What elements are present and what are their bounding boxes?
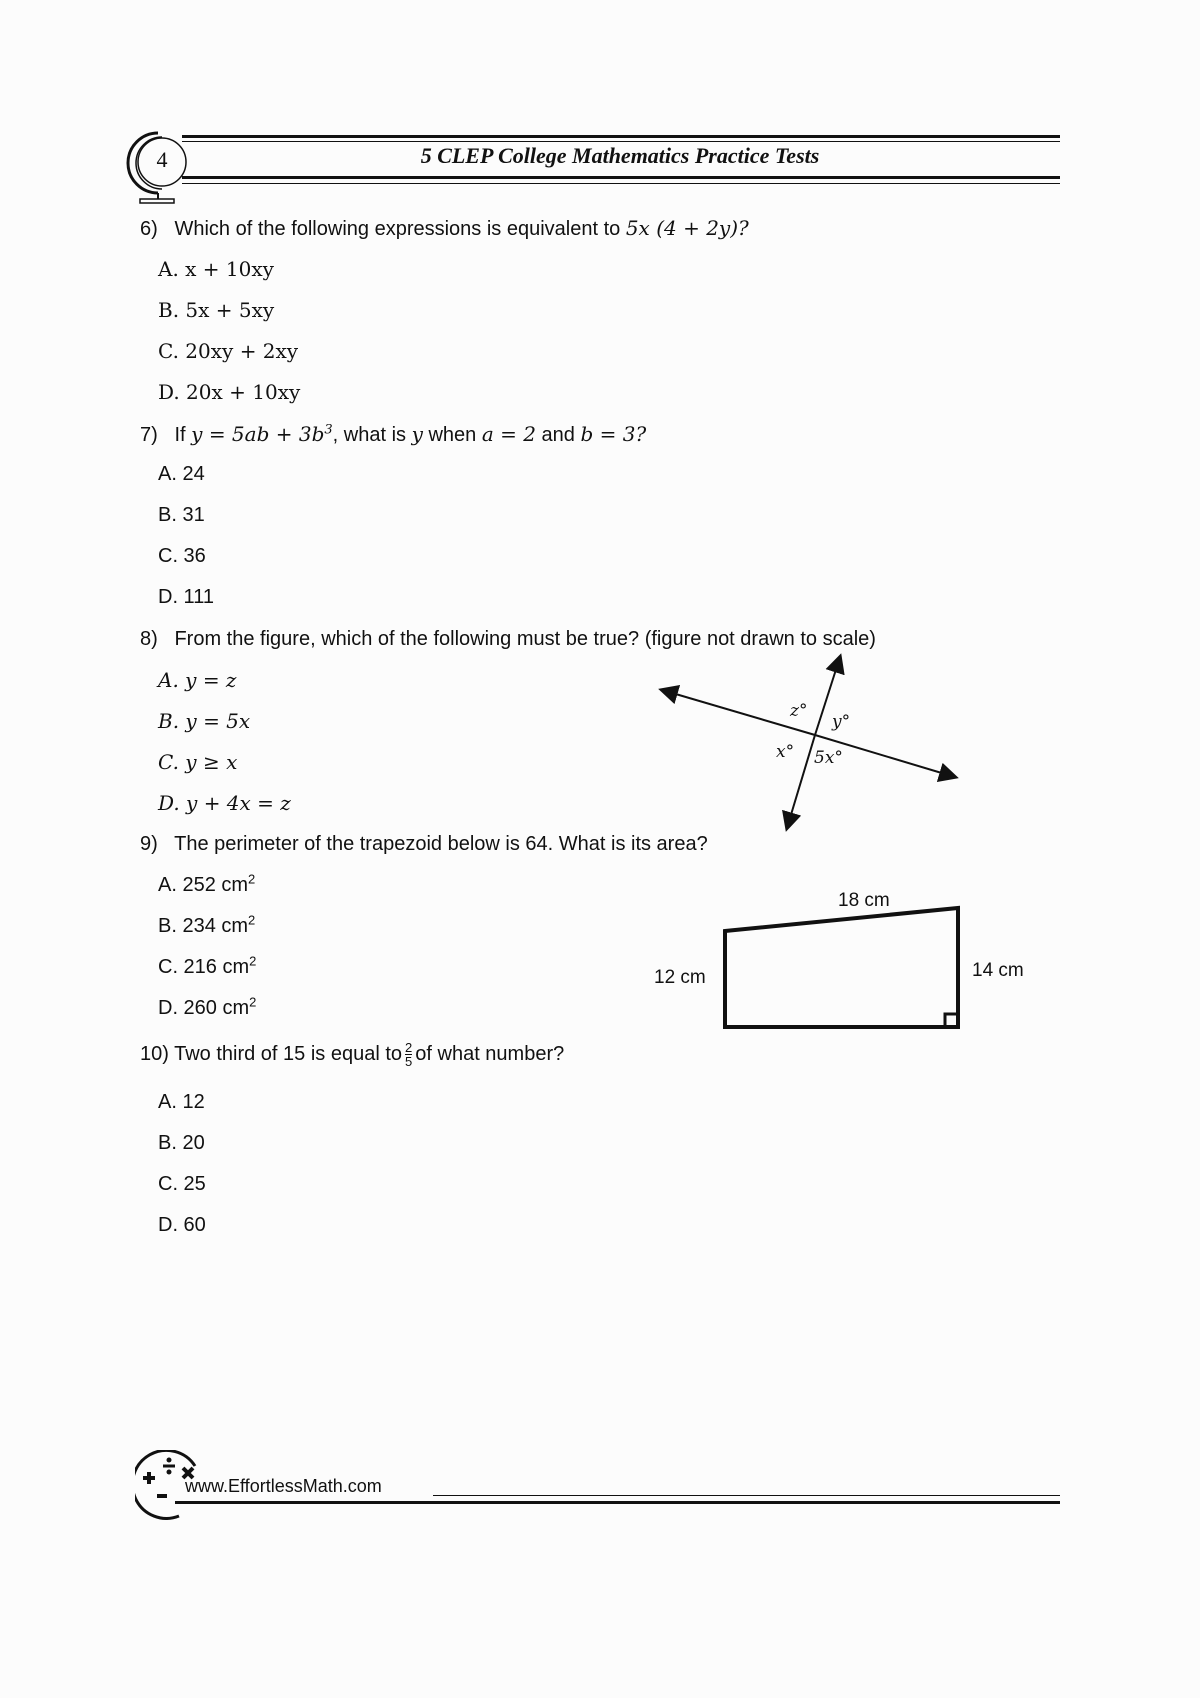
question-number: 6) — [140, 218, 158, 240]
option-d[interactable]: D. 260 $cm^2$ — [158, 994, 257, 1019]
question-9 — [140, 832, 708, 856]
option-a[interactable]: A. 12 — [158, 1091, 205, 1113]
trapezoid-left-label: 12 cm — [654, 967, 706, 988]
option-b[interactable]: B. 234 $cm^2$ — [158, 912, 256, 937]
header-rule-top-thin — [182, 141, 1060, 142]
question-prompt-post: of what number? — [415, 1042, 565, 1065]
question-math: 5x (4 + 2y)? — [625, 216, 749, 240]
angle-label-5x: 5x° — [814, 748, 843, 768]
option-a[interactable]: A. x + 10xy — [158, 257, 274, 281]
page-header — [120, 125, 1060, 205]
angle-label-z: z° — [790, 701, 808, 721]
option-d[interactable]: D. 60 — [158, 1214, 206, 1236]
question-prompt: The perimeter of the trapezoid below is 64. What is its area? — [174, 833, 708, 855]
option-c[interactable]: C. 36 — [158, 545, 206, 567]
trapezoid-top-label: 18 cm — [838, 890, 890, 911]
question-number: 10) — [140, 1042, 169, 1065]
header-rule-bottom — [182, 176, 1060, 179]
option-a[interactable]: A. y = z — [158, 668, 237, 692]
website-link[interactable]: www.EffortlessMath.com — [185, 1476, 382, 1496]
question-prompt-if: If — [174, 424, 186, 446]
question-number: 8) — [140, 628, 158, 650]
option-c[interactable]: C. 216 $cm^2$ — [158, 953, 257, 978]
question-prompt: Which of the following expressions is equivalent to — [174, 218, 621, 240]
option-d[interactable]: D. 20x + 10xy — [158, 380, 301, 404]
angle-label-y: y° — [832, 712, 851, 732]
option-b[interactable]: B. 5x + 5xy — [158, 298, 275, 322]
trapezoid-right-label: 14 cm — [972, 960, 1024, 981]
question-prompt-mid: , what is — [332, 424, 407, 446]
option-c[interactable]: C. 20xy + 2xy — [158, 339, 299, 363]
option-b[interactable]: B. 20 — [158, 1132, 205, 1154]
option-b[interactable]: B. y = 5x — [158, 709, 251, 733]
question-6 — [140, 216, 749, 241]
question-prompt-when: when — [428, 424, 477, 446]
question-number: 9) — [140, 833, 158, 855]
book-title: 5 CLEP College Mathematics Practice Tests — [420, 143, 820, 168]
header-rule-top — [182, 135, 1060, 138]
header-rule-bottom-thin — [182, 183, 1060, 184]
page-footer — [135, 1450, 1060, 1520]
question-7 — [140, 422, 646, 447]
question-b-value: b = 3? — [580, 422, 647, 446]
question-variable: y — [411, 422, 423, 446]
fraction: $\frac{2}{5}$ — [405, 1040, 413, 1069]
question-a-value: a = 2 — [481, 422, 536, 446]
page-number: 4 — [156, 147, 168, 172]
option-b[interactable]: B. 31 — [158, 504, 205, 526]
question-prompt: Two third of 15 is equal to — [174, 1042, 403, 1065]
option-d[interactable]: D. 111 — [158, 586, 214, 608]
intersecting-lines-figure — [650, 645, 970, 835]
question-10 — [140, 1041, 564, 1068]
option-c[interactable]: C. 25 — [158, 1173, 206, 1195]
question-prompt: From the figure, which of the following must be true? (figure not drawn to scale) — [174, 628, 876, 650]
trapezoid-figure — [720, 900, 970, 1040]
question-number: 7) — [140, 424, 158, 446]
footer-rule-thin — [433, 1495, 1060, 1496]
question-equation: $y = 5ab + 3b^3$ — [191, 422, 333, 446]
option-a[interactable]: A. 24 — [158, 463, 205, 485]
option-a[interactable]: A. 252 $cm^2$ — [158, 871, 256, 896]
angle-label-x: x° — [776, 742, 795, 762]
option-c[interactable]: C. y ≥ x — [158, 750, 238, 774]
question-prompt-and: and — [541, 424, 575, 446]
footer-rule-thick — [175, 1501, 1060, 1504]
option-d[interactable]: D. y + 4x = z — [158, 791, 291, 815]
